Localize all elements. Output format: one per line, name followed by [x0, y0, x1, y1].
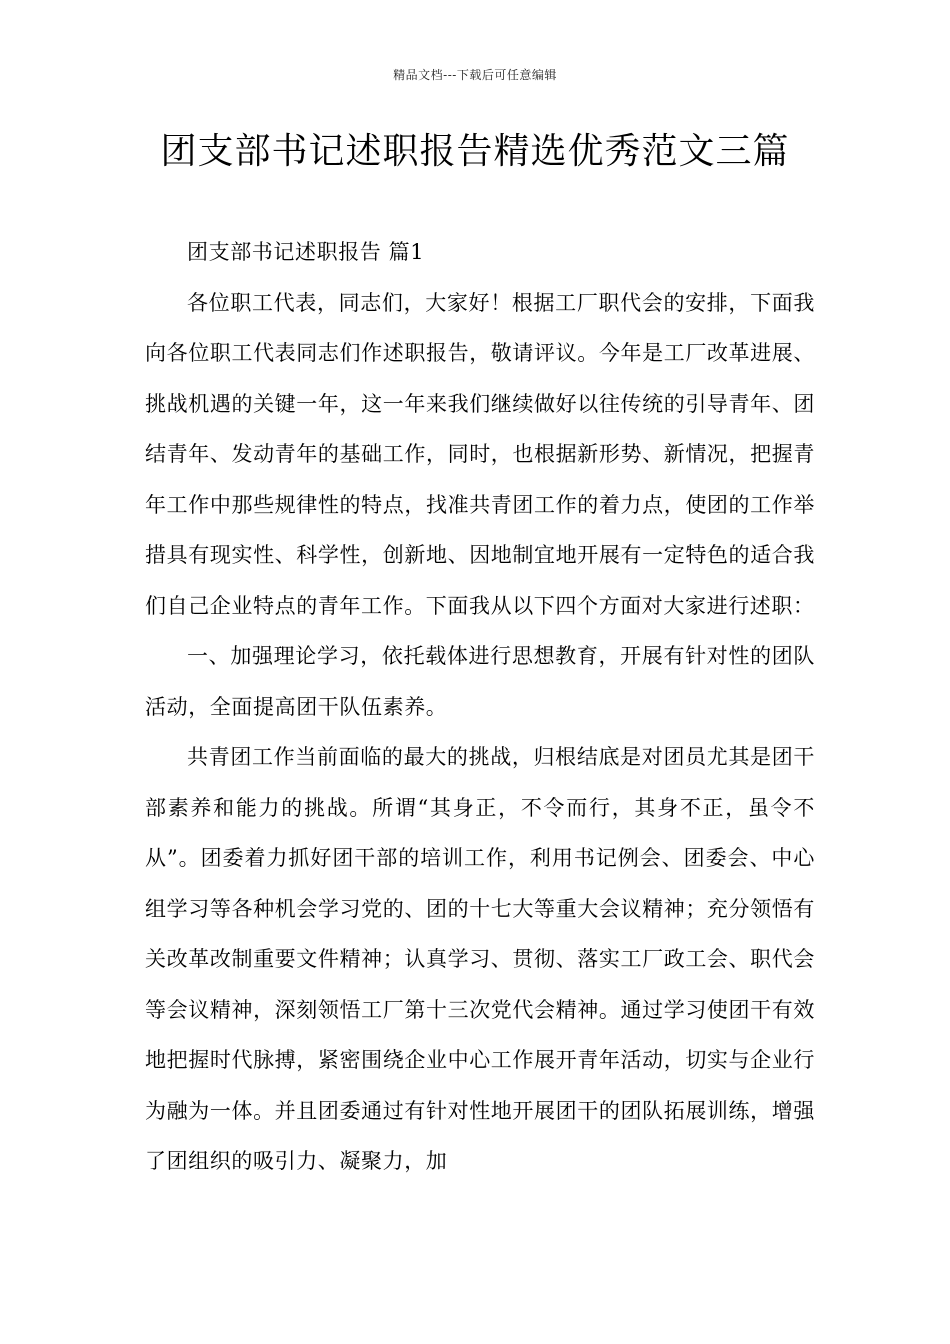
document-title: 团支部书记述职报告精选优秀范文三篇 — [160, 131, 790, 172]
header-note: 精品文档---下载后可任意编辑 — [393, 68, 557, 82]
paragraph: 共青团工作当前面临的最大的挑战，归根结底是对团员尤其是团干部素养和能力的挑战。所谓“其身正，不令而行，其身不正，虽令不从”。团委着力抓好团干部的培训工作，利用书记例会、团委会、中心组学习等各种机会学习党的、团的十七大等重大会议精神；充分领悟有关改革改制重要文件精神；认真学习、贯彻、落实工厂政工会、职代会等会议精神，深刻领悟工厂第十三次党代会精神。通过学习使团干有效地把握时代脉搏，紧密围绕企业中心工作展开青年活动，切实与企业行为融为一体。并且团委通过有针对性地开展团干的团队拓展训练，增强了团组织的吸引力、凝聚力，加 — [145, 745, 815, 1173]
paragraph: 一、加强理论学习，依托载体进行思想教育，开展有针对性的团队活动，全面提高团干队伍素养。 — [145, 644, 815, 719]
section-heading: 团支部书记述职报告 篇1 — [187, 240, 425, 264]
document-body — [145, 227, 815, 1187]
paragraph: 各位职工代表，同志们，大家好！根据工厂职代会的安排，下面我向各位职工代表同志们作述职报告，敬请评议。今年是工厂改革进展、挑战机遇的关键一年，这一年来我们继续做好以往传统的引导青年、团结青年、发动青年的基础工作，同时，也根据新形势、新情况，把握青年工作中那些规律性的特点，找准共青团工作的着力点，使团的工作举措具有现实性、科学性，创新地、因地制宜地开展有一定特色的适合我们自己企业特点的青年工作。下面我从以下四个方面对大家进行述职： — [145, 290, 815, 618]
